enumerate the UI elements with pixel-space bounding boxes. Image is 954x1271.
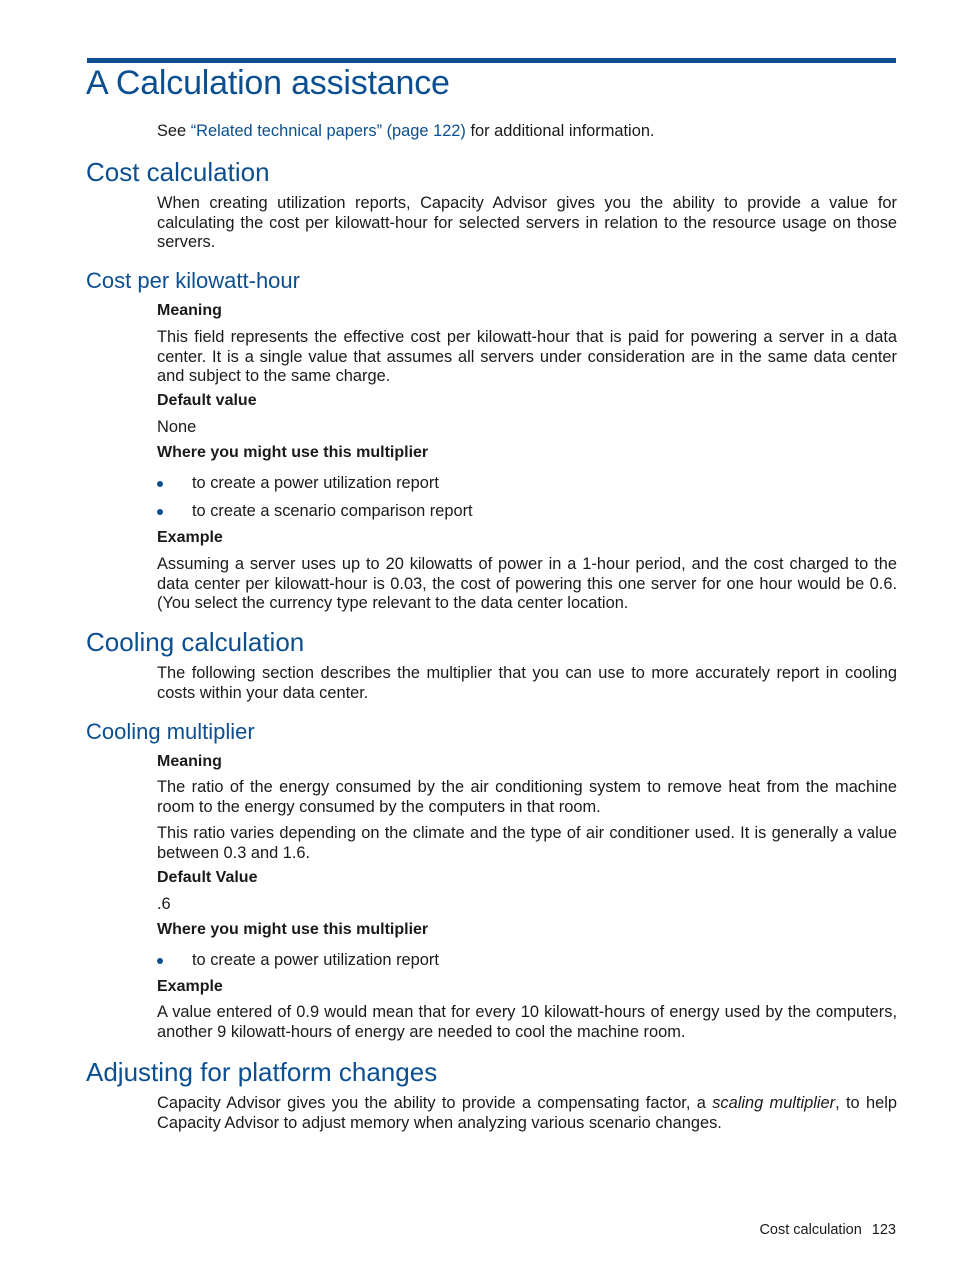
page-footer [749,1222,896,1238]
cooling-multiplier-ratio-note: This ratio varies depending on the climate and the type of air conditioner used. It is generally a value between 0.3 and 1.6. [157,824,897,862]
list-item-text: to create a power utilization report [192,474,439,492]
platform-changes-body [157,1094,897,1133]
label-meaning: Meaning [157,753,222,770]
page-number: 123 [871,1222,896,1238]
heading-cooling-multiplier: Cooling multiplier [86,719,255,744]
title-rule [87,58,896,63]
label-meaning: Meaning [157,302,222,319]
cost-per-kwh-meaning: This field represents the effective cost per kilowatt-hour that is paid for powering a server in a data center. It is a single value that assumes all servers under consideration are in the same data center and subject to the same charge. [157,328,897,385]
platform-text-after: , to help Capacity Advisor to adjust memory when analyzing various scenario changes. [157,1094,897,1132]
label-where-used: Where you might use this multiplier [157,444,429,461]
heading-platform-changes: Adjusting for platform changes [86,1057,438,1087]
cost-per-kwh-default: None [157,418,197,436]
intro-paragraph [157,122,897,142]
bullet-icon [157,481,163,487]
heading-cost-calculation: Cost calculation [86,157,270,187]
cooling-multiplier-example: A value entered of 0.9 would mean that for every 10 kilowatt-hours of energy used by the computers, another 9 kilowatt-hours of energy are needed to cool the machine room. [157,1003,897,1041]
cost-per-kwh-example: Assuming a server uses up to 20 kilowatts of power in a 1-hour period, and the cost charged to the data center per kilowatt-hour is 0.03, the cost of powering this one server for one hour would be 0.6. (You select the currency type relevant to the data center location. [157,555,897,612]
related-papers-link[interactable]: “Related technical papers” (page 122) [190,122,466,140]
cost-calculation-body: When creating utilization reports, Capacity Advisor gives you the ability to provide a value for calculating the cost per kilowatt-hour for selected servers in relation to the resource usage on those servers. [157,194,897,251]
heading-cooling-calculation: Cooling calculation [86,627,305,657]
label-example: Example [157,529,223,546]
footer-section-name: Cost calculation [759,1222,862,1238]
page-title: A Calculation assistance [86,64,450,102]
label-default-value: Default value [157,392,257,409]
list-item-text: to create a power utilization report [192,951,439,969]
intro-text-after: for additional information. [465,122,655,140]
bullet-icon [157,958,163,964]
scaling-multiplier-term: scaling multiplier [712,1094,836,1112]
cooling-multiplier-meaning: The ratio of the energy consumed by the air conditioning system to remove heat from the machine room to the energy consumed by the computers in that room. [157,778,897,816]
heading-cost-per-kwh: Cost per kilowatt-hour [86,268,300,293]
bullet-icon [157,509,163,515]
platform-text-before: Capacity Advisor gives you the ability to provide a compensating factor, a [157,1094,713,1112]
intro-text-before: See [157,122,191,140]
cooling-calculation-body: The following section describes the multiplier that you can use to more accurately report in cooling costs within your data center. [157,664,897,702]
list-item-text: to create a scenario comparison report [192,502,473,520]
label-example: Example [157,978,223,995]
cooling-multiplier-default: .6 [157,895,171,913]
label-default-value: Default Value [157,869,258,886]
label-where-used: Where you might use this multiplier [157,921,429,938]
